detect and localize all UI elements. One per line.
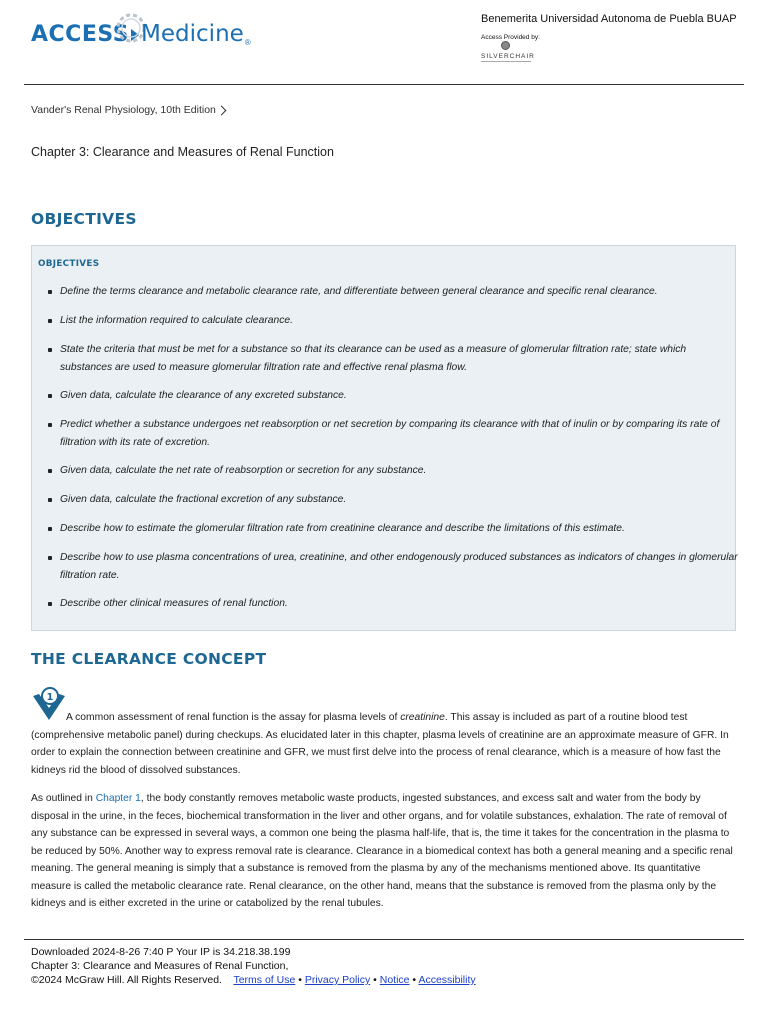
p1-text-after: . This assay is included as part of a routine blood test (comprehensive metabolic panel) during checkups. As elucidated later in this chapter, plasma levels of creatinine are an approximate measure of GFR. In order to explain the connection between creatinine and GFR, we must first delve into the process of renal clearance, which is a measure of how fast the kidneys rid the blood of dissolved substances. — [31, 712, 729, 776]
breadcrumb-book-link[interactable]: Vander's Renal Physiology, 10th Edition — [31, 104, 216, 116]
terms-of-use-link[interactable]: Terms of Use — [233, 974, 296, 986]
footer-links-row — [31, 973, 476, 987]
p1-text-before: A common assessment of renal function is the assay for plasma levels of — [66, 712, 401, 723]
objective-item: Describe how to estimate the glomerular filtration rate from creatinine clearance and describe the limitations of this estimate. — [60, 520, 738, 538]
objective-item: Describe other clinical measures of renal function. — [60, 595, 738, 613]
footer-separator: • — [298, 974, 302, 986]
objectives-box — [31, 245, 736, 631]
accessibility-link[interactable]: Accessibility — [418, 974, 476, 986]
objective-item: Given data, calculate the net rate of reabsorption or secretion for any substance. — [60, 462, 738, 480]
svg-text:1: 1 — [46, 692, 54, 703]
download-info: Downloaded 2024-8-26 7:40 P Your IP is 34.218.38.199 — [31, 946, 291, 958]
objective-item: Given data, calculate the fractional excretion of any substance. — [60, 491, 738, 509]
footer-divider — [24, 939, 744, 940]
accessmedicine-logo[interactable] — [31, 14, 251, 54]
logo-access-text: ACCESS — [31, 21, 130, 47]
objective-item: State the criteria that must be met for a substance so that its clearance can be used as a measure of glomerular filtration rate; state which substances are used to measure glomerular filtration rate and effective renal plasma flow. — [60, 341, 738, 376]
chapter-1-link[interactable]: Chapter 1 — [95, 793, 141, 804]
page-footer — [31, 945, 476, 987]
logo-medicine-text: Medicine — [141, 21, 244, 47]
p1-creatinine: creatinine — [400, 712, 445, 723]
institution-name: Benemerita Universidad Autonoma de Puebla BUAP — [481, 13, 737, 25]
silverchair-underline — [481, 61, 531, 62]
objectives-box-label: OBJECTIVES — [38, 259, 100, 269]
objective-item: Describe how to use plasma concentrations of urea, creatinine, and other endogenously produced substances as indicators of changes in glomerular filtration rate. — [60, 549, 738, 584]
access-provided-label: Access Provided by: — [481, 34, 540, 41]
silverchair-text: SILVERCHAIR — [481, 53, 535, 60]
objectives-heading: OBJECTIVES — [31, 210, 137, 228]
header-divider — [24, 84, 744, 85]
p2-text-after: , the body constantly removes metabolic waste products, ingested substances, and excess salt and water from the body by disposal in the urine, in the feces, biochemical transformation in the liver and other organs, and for volatile substances, exhalation. The rate of removal of any substance can be expressed in several ways, a common one being the plasma half-life, that is, the time it takes for the concentration in the plasma to be reduced by 50%. Another way to express removal rate is clearance. Clearance in a biomedical context has both a general meaning and a specific renal meaning. The general meaning is simply that a substance is removed from the plasma by any of the mechanisms mentioned above. Its quantitative measure is called the metabolic clearance rate. Renal clearance, on the other hand, means that the substance is removed from the plasma only by the kidneys and is either excreted in the urine or catabolized by the renal tubules. — [31, 793, 733, 909]
clearance-concept-heading: THE CLEARANCE CONCEPT — [31, 650, 267, 668]
footer-chapter-title: Chapter 3: Clearance and Measures of Renal Function, — [31, 960, 289, 972]
footer-separator: • — [373, 974, 377, 986]
clearance-paragraph-1 — [31, 709, 737, 779]
copyright-text: ©2024 McGraw Hill. All Rights Reserved. — [31, 974, 222, 986]
footer-separator: • — [412, 974, 417, 986]
privacy-policy-link[interactable]: Privacy Policy — [304, 974, 371, 986]
clearance-paragraph-2 — [31, 790, 737, 913]
silverchair-mark-icon — [501, 41, 510, 50]
page-header — [0, 0, 768, 85]
notice-link[interactable]: Notice — [379, 974, 410, 986]
objective-item: Define the terms clearance and metabolic clearance rate, and differentiate between general clearance and specific renal clearance. — [60, 283, 738, 301]
objective-item: Given data, calculate the clearance of any excreted substance. — [60, 387, 738, 405]
breadcrumb[interactable] — [31, 104, 225, 116]
objective-item: List the information required to calculate clearance. — [60, 312, 738, 330]
objective-item: Predict whether a substance undergoes net reabsorption or net secretion by comparing its clearance with that of inulin or by comparing its rate of filtration with its rate of excretion. — [60, 416, 738, 451]
chapter-title: Chapter 3: Clearance and Measures of Renal Function — [31, 145, 334, 159]
logo-registered-mark: ® — [244, 37, 251, 47]
chevron-right-icon — [216, 105, 226, 115]
p2-text-before: As outlined in — [31, 793, 96, 804]
silverchair-logo — [481, 41, 541, 65]
